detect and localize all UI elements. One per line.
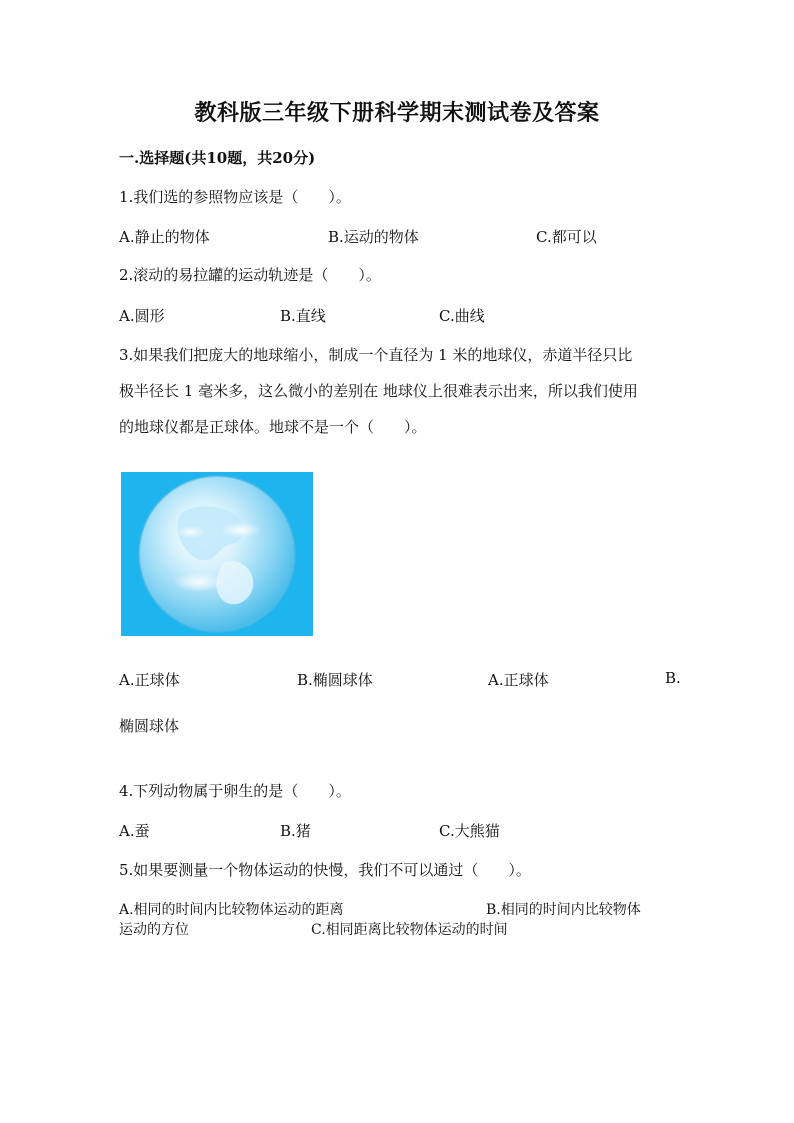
- question-2-option-b: B.直线: [280, 307, 326, 325]
- section-heading: 一.选择题(共10题，共20分): [119, 149, 316, 167]
- question-2-option-c: C.曲线: [439, 307, 485, 325]
- question-5-option-b-continued: 运动的方位: [119, 922, 189, 938]
- question-3-stem-line-1: 3.如果我们把庞大的地球缩小，制成一个直径为 1 米的地球仪，赤道半径只比: [119, 346, 633, 364]
- question-3-stem-line-2: 极半径长 1 毫米多，这么微小的差别在 地球仪上很难表示出来，所以我们使用: [119, 382, 638, 400]
- question-5-option-a: A.相同的时间内比较物体运动的距离: [119, 902, 344, 918]
- question-4-stem: 4.下列动物属于卵生的是（ ）。: [119, 782, 351, 800]
- question-1-option-b: B.运动的物体: [328, 228, 419, 246]
- question-3-option-a: A.正球体: [119, 671, 180, 689]
- question-1-option-c: C.都可以: [536, 228, 597, 246]
- question-3-stem-line-3: 的地球仪都是正球体。地球不是一个（ ）。: [119, 418, 427, 436]
- question-5-stem: 5.如果要测量一个物体运动的快慢，我们不可以通过（ ）。: [119, 861, 531, 879]
- question-2-stem: 2.滚动的易拉罐的运动轨迹是（ ）。: [119, 266, 381, 284]
- earth-icon: [121, 472, 313, 636]
- page-title: 教科版三年级下册科学期末测试卷及答案: [194, 100, 600, 126]
- question-3-option-b: B.椭圆球体: [297, 671, 373, 689]
- question-5-option-c: C.相同距离比较物体运动的时间: [311, 922, 508, 938]
- question-4-option-a: A.蚕: [119, 822, 150, 840]
- question-5-option-b: B.相同的时间内比较物体: [486, 902, 641, 918]
- question-1-option-a: A.静止的物体: [119, 228, 210, 246]
- question-1-stem: 1.我们选的参照物应该是（ ）。: [119, 188, 351, 206]
- question-3-option-b-continued: 椭圆球体: [119, 717, 180, 735]
- question-4-option-c: C.大熊猫: [439, 822, 500, 840]
- earth-globe-image: [121, 472, 313, 636]
- question-2-option-a: A.圆形: [119, 307, 165, 325]
- question-4-option-b: B.猪: [280, 822, 311, 840]
- question-3-option-a-duplicate: A.正球体: [488, 671, 549, 689]
- question-3-option-b-duplicate: B.: [665, 669, 681, 687]
